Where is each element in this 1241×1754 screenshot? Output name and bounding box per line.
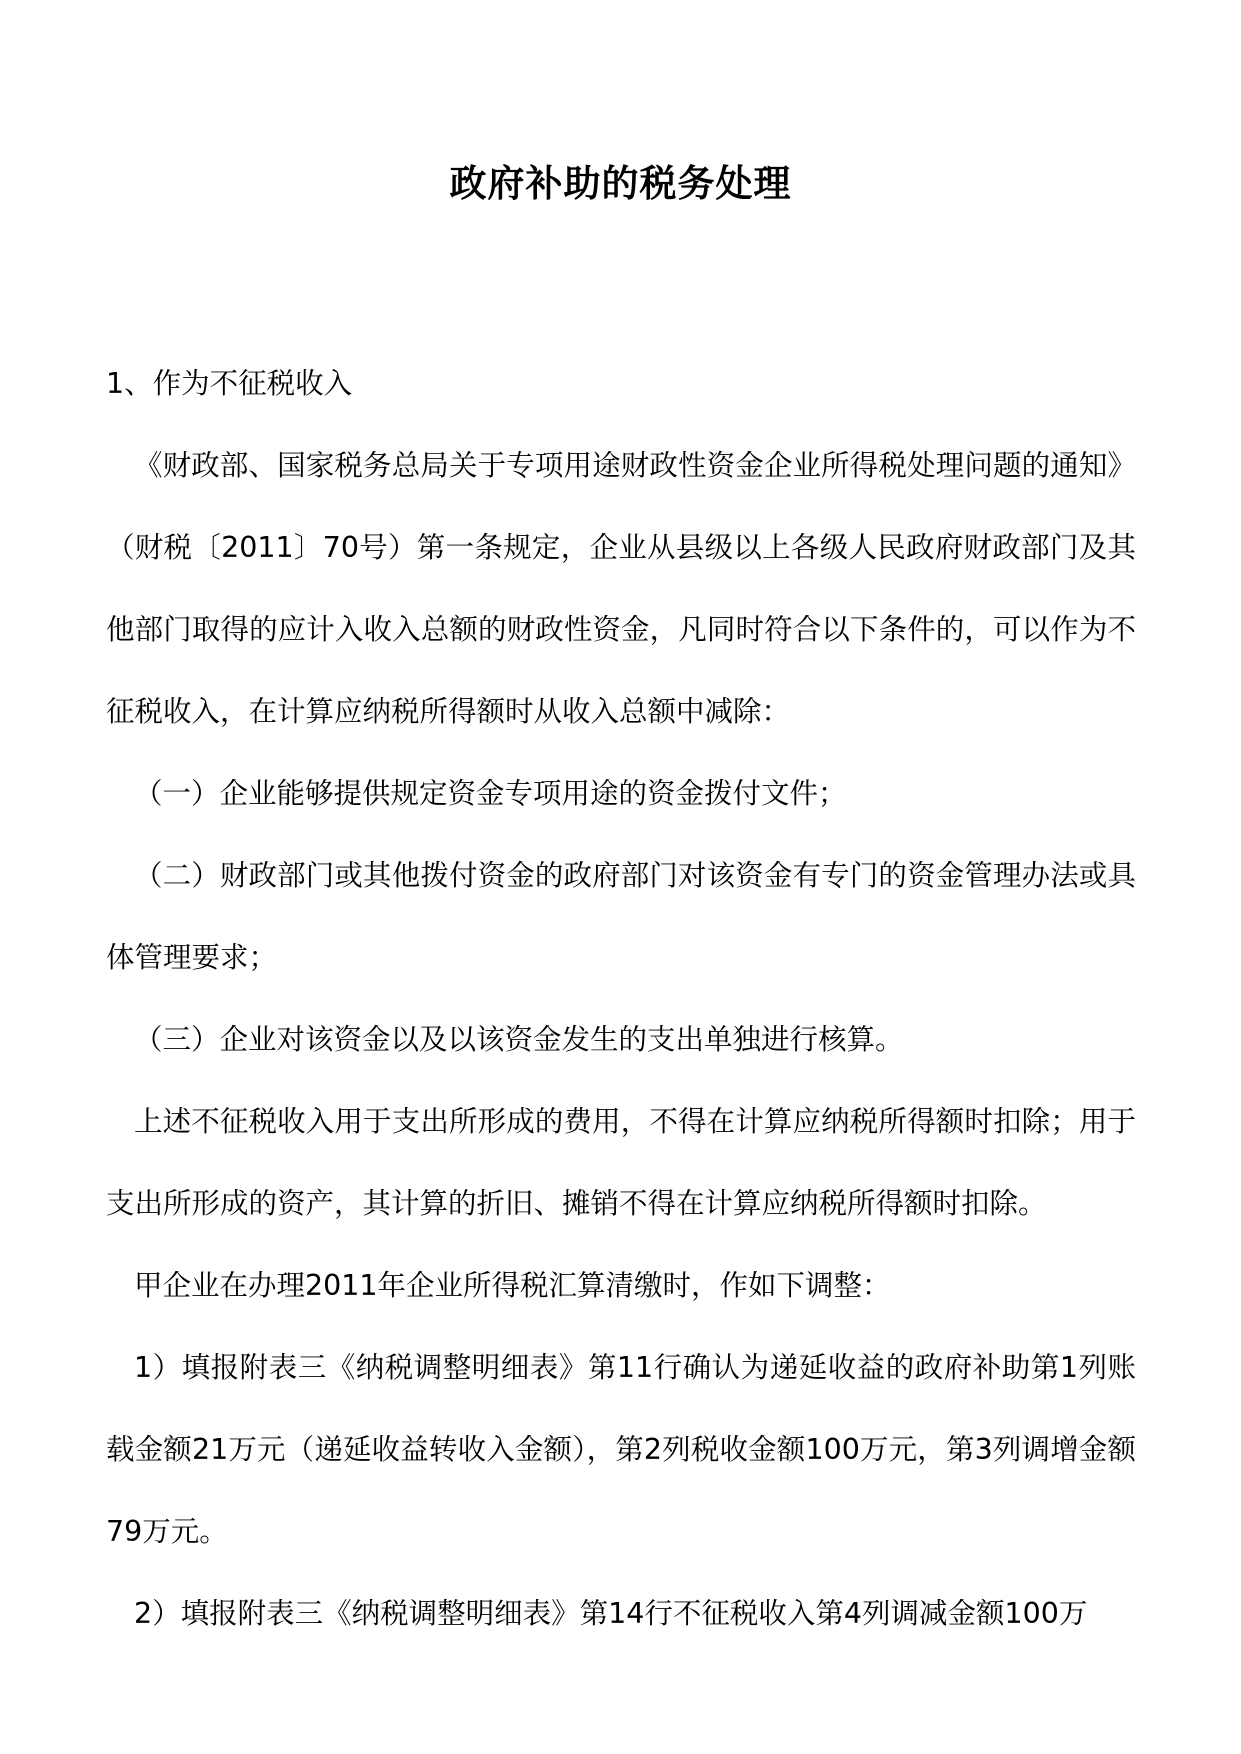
- paragraph-expense-rule: 上述不征税收入用于支出所形成的费用，不得在计算应纳税所得额时扣除；用于支出所形成的资产，其计算的折旧、摊销不得在计算应纳税所得额时扣除。: [106, 1105, 1136, 1220]
- document-title: 政府补助的税务处理: [449, 161, 792, 205]
- paragraph-condition-2: （二）财政部门或其他拨付资金的政府部门对该资金有专门的资金管理办法或具体管理要求；: [106, 859, 1136, 974]
- paragraph-condition-3: （三）企业对该资金以及以该资金发生的支出单独进行核算。: [134, 1023, 904, 1056]
- paragraph-adjustment-1: 1）填报附表三《纳税调整明细表》第11行确认为递延收益的政府补助第1列账载金额21万元（递延收益转收入金额），第2列税收金额100万元，第3列调增金额79万元。: [106, 1351, 1136, 1548]
- paragraph-adjustment-2: 2）填报附表三《纳税调整明细表》第14行不征税收入第4列调减金额100万: [134, 1597, 1088, 1630]
- paragraph-regulation: 《财政部、国家税务总局关于专项用途财政性资金企业所得税处理问题的通知》（财税〔2011〕70号）第一条规定，企业从县级以上各级人民政府财政部门及其他部门取得的应计入收入总额的财政性资金，凡同时符合以下条件的，可以作为不征税收入，在计算应纳税所得额时从收入总额中减除：: [106, 449, 1136, 728]
- paragraph-condition-1: （一）企业能够提供规定资金专项用途的资金拨付文件；: [134, 777, 847, 810]
- document-body: [106, 343, 1136, 1655]
- section-heading: 1、作为不征税收入: [106, 367, 353, 400]
- paragraph-adjustment-intro: 甲企业在办理2011年企业所得税汇算清缴时，作如下调整：: [134, 1269, 891, 1302]
